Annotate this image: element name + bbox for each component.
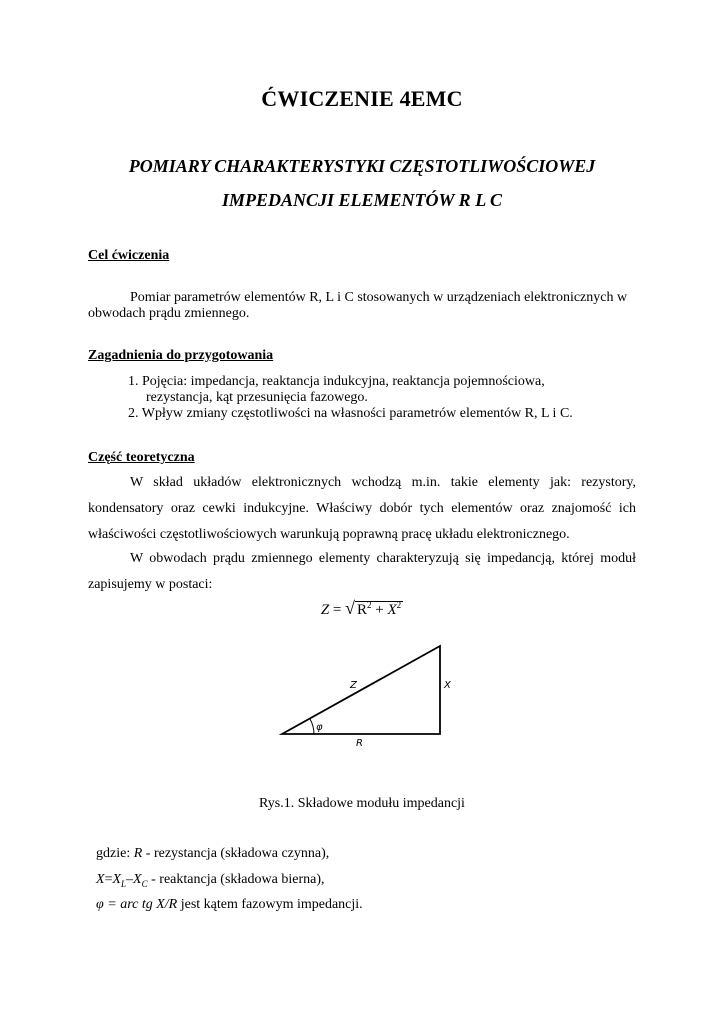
figure-caption: Rys.1. Składowe modułu impedancji [259, 796, 465, 811]
where-x-text: - reaktancja (składowa bierna), [147, 872, 325, 887]
cel-paragraph: Pomiar parametrów elementów R, L i C stosowanych w urządzeniach elektronicznych w obwodach prądu zmiennego. [88, 290, 628, 321]
teoria-paragraph-1: W skład układów elektronicznych wchodzą m.in. takie elementy jak: rezystory, kondensatory oraz cewki indukcyjne. Właściwy dobór tych elementów oraz znajomość ich właściwości częstotliwościowych warunkują poprawną pracę układu elektronicznego. [88, 475, 636, 542]
list-item [128, 374, 638, 406]
formula-z: Z [320, 602, 330, 618]
subtitle-line-1: POMIARY CHARAKTERYSTYKI CZĘSTOTLIWOŚCIOWEJ [128, 156, 596, 176]
heading-teoria: Część teoretyczna [88, 450, 195, 465]
formula-x: X [387, 602, 397, 618]
page-title: ĆWICZENIE 4EMC [261, 86, 463, 111]
list-item-1-line-2: rezystancja, kąt przesunięcia fazowego. [146, 390, 368, 405]
where-eq: = [104, 872, 113, 887]
subtitle-line-2: IMPEDANCJI ELEMENTÓW R L C [221, 190, 503, 210]
where-c: C [141, 878, 148, 889]
where-x: X [96, 872, 105, 887]
formula-eq: = [332, 602, 342, 618]
formula-plus: + [375, 602, 384, 618]
label-r: R [356, 738, 363, 749]
sqrt-symbol: √ [345, 598, 356, 618]
label-phi: φ [316, 722, 323, 733]
impedance-formula [0, 598, 724, 619]
label-z: Z [350, 680, 357, 691]
where-r-var: R [133, 846, 143, 861]
zagadnienia-list [128, 374, 638, 422]
where-prefix: gdzie: [96, 846, 134, 861]
formula-r: R [357, 602, 368, 618]
triangle-outline [282, 646, 440, 734]
heading-cel: Cel ćwiczenia [88, 248, 170, 263]
where-r-text: - rezystancja (składowa czynna), [142, 846, 330, 861]
definition-phi [96, 897, 363, 913]
where-phi-formula: φ = arc tg X/R [96, 897, 178, 912]
where-xc: X [133, 872, 142, 887]
definition-r [96, 846, 329, 862]
list-item [128, 406, 638, 422]
formula-x-exp: 2 [396, 600, 402, 610]
where-l: L [121, 878, 127, 889]
formula-radicand [355, 601, 403, 618]
where-phi-text: jest kątem fazowym impedancji. [177, 897, 363, 912]
angle-arc [310, 719, 314, 734]
formula-r-exp: 2 [367, 600, 372, 610]
impedance-triangle-figure [270, 636, 460, 750]
definition-x [96, 872, 324, 889]
where-minus: – [126, 872, 134, 887]
teoria-paragraph-2: W obwodach prądu zmiennego elementy charakteryzują się impedancją, której moduł zapisujemy w postaci: [88, 551, 636, 592]
list-item-1-line-1: 1. Pojęcia: impedancja, reaktancja indukcyjna, reaktancja pojemnościowa, [128, 374, 545, 389]
where-xl: X [112, 872, 122, 887]
label-x: X [444, 680, 451, 691]
list-item-2: 2. Wpływ zmiany częstotliwości na własności parametrów elementów R, L i C. [128, 406, 573, 421]
heading-zagadnienia: Zagadnienia do przygotowania [88, 348, 274, 363]
